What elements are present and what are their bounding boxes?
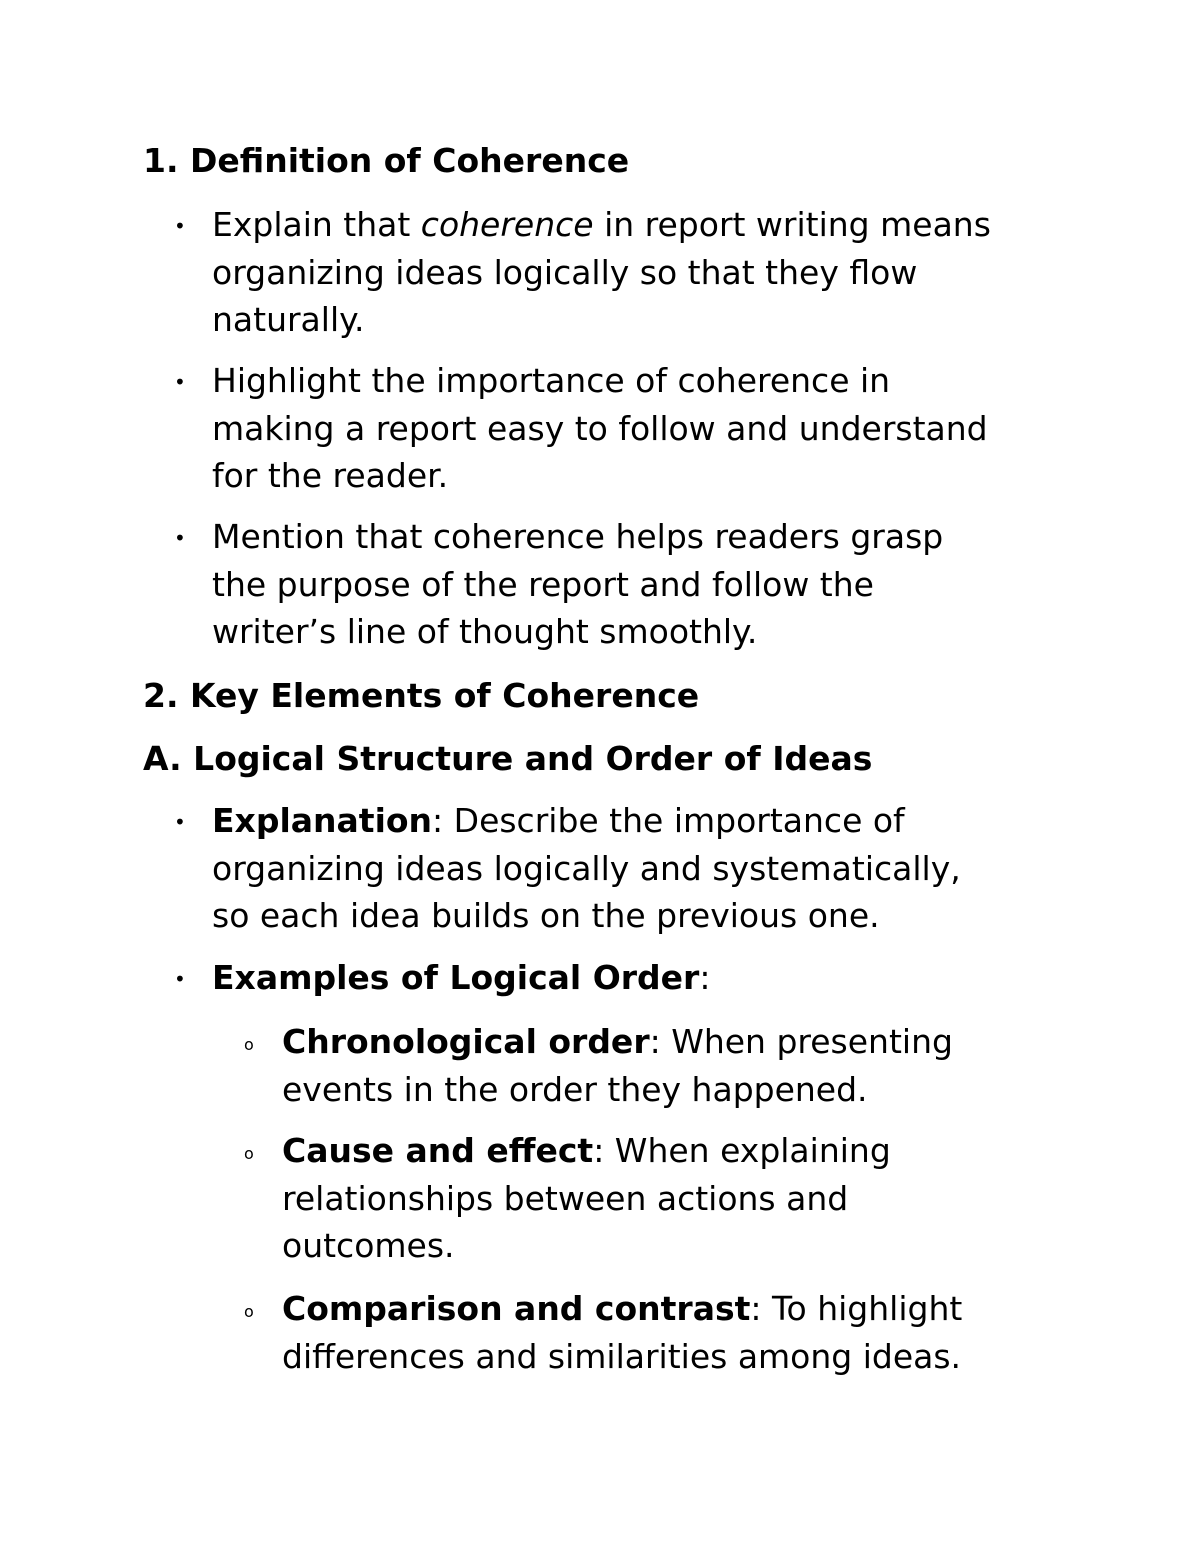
bullet-marker: • [174,526,186,550]
explanation-label: Explanation [212,801,433,840]
bullet-marker: • [174,967,186,991]
example-label: Cause and effect [282,1131,594,1170]
section-1-heading: 1. Definition of Coherence [143,141,630,180]
bullet-line: events in the order they happened. [282,1069,868,1109]
bullet-line: Highlight the importance of coherence in [212,361,891,400]
bullet-line: so each idea builds on the previous one. [212,896,880,935]
bullet-marker: • [174,214,186,238]
bullet-line: Examples of Logical Order: [212,958,711,997]
examples-bullet [212,954,1072,1002]
example-chronological [282,1018,1082,1113]
bullet-line: outcomes. [282,1226,455,1265]
bullet-line: Mention that coherence helps readers grasp [212,517,944,556]
bullet-line: Explain that coherence in report writing means [212,205,991,244]
bullet-marker: • [174,810,186,834]
example-cause-effect [282,1127,1082,1270]
sub-bullet-marker: o [244,1144,254,1163]
bullet-line: relationships between actions and [282,1178,849,1218]
coherence-bullet-2 [212,357,1072,500]
explanation-bullet [212,797,1072,940]
bullet-line: Chronological order: When presenting [282,1022,953,1061]
bullet-line: writer’s line of thought smoothly. [212,612,758,651]
bullet-line: organizing ideas logically so that they flow [212,252,918,292]
bullet-line: differences and similarities among ideas. [282,1336,962,1376]
example-label: Chronological order [282,1022,650,1061]
coherence-bullet-3 [212,513,1072,656]
bullet-line: Comparison and contrast: To highlight [282,1289,963,1328]
sub-bullet-marker: o [244,1302,254,1321]
example-comparison-contrast [282,1285,1082,1380]
bullet-line: Cause and effect: When explaining [282,1131,891,1170]
bullet-line: naturally. [212,300,365,339]
bullet-line: for the reader. [212,456,449,495]
bullet-marker: • [174,370,186,394]
examples-label: Examples of Logical Order [212,958,700,997]
bullet-line: Explanation: Describe the importance of [212,801,905,840]
section-2-heading: 2. Key Elements of Coherence [143,676,700,715]
sub-bullet-marker: o [244,1035,254,1054]
bullet-line: organizing ideas logically and systematically, [212,848,961,888]
example-label: Comparison and contrast [282,1289,751,1328]
coherence-bullet-1 [212,201,1072,344]
subsection-a-heading: A. Logical Structure and Order of Ideas [143,739,873,778]
bullet-line: the purpose of the report and follow the [212,564,874,604]
bullet-line: making a report easy to follow and understand [212,408,988,448]
